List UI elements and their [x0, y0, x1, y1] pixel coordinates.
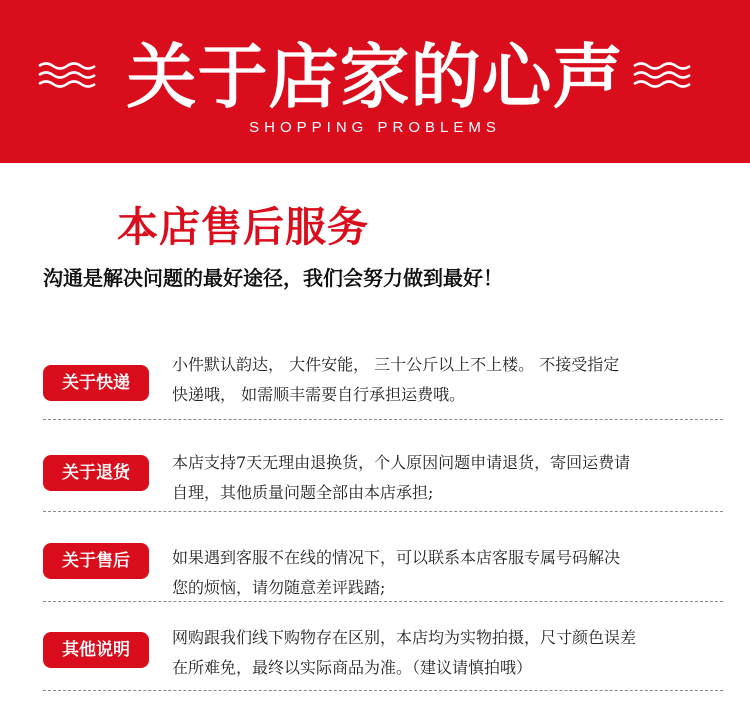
description-line: 网购跟我们线下购物存在区别，本店均为实物拍摄，尺寸颜色误差: [172, 628, 637, 647]
tag-returns: 关于退货: [43, 455, 149, 491]
banner-subtitle: SHOPPING PROBLEMS: [249, 119, 501, 136]
section-slogan: 沟通是解决问题的最好途径，我们会努力做到最好！: [43, 266, 503, 290]
item-description: [172, 543, 717, 603]
description-line: 如果遇到客服不在线的情况下，可以联系本店客服专属号码解决: [172, 548, 621, 567]
description-line: 本店支持7天无理由退换货，个人原因问题申请退货，寄回运费请: [172, 453, 631, 472]
tag-after-sales: 关于售后: [43, 543, 149, 579]
section-title: 本店售后服务: [117, 203, 369, 251]
item-description: [172, 350, 717, 410]
tag-shipping: 关于快递: [43, 365, 149, 401]
divider: [43, 690, 723, 691]
description-line: 您的烦恼，请勿随意差评践踏;: [172, 578, 386, 597]
tag-other-notes: 其他说明: [43, 632, 149, 668]
item-description: [172, 448, 717, 508]
description-line: 快递哦， 如需顺丰需要自行承担运费哦。: [172, 385, 466, 404]
divider: [43, 419, 723, 420]
header-banner: [0, 0, 750, 163]
description-line: 在所难免，最终以实际商品为准。（建议请慎拍哦）: [172, 658, 533, 677]
divider: [43, 511, 723, 512]
description-line: 自理，其他质量问题全部由本店承担;: [172, 483, 434, 502]
divider: [43, 601, 723, 602]
description-line: 小件默认韵达， 大件安能， 三十公斤以上不上楼。 不接受指定: [172, 355, 620, 374]
item-description: [172, 623, 717, 683]
banner-title: 关于店家的心声: [126, 36, 624, 118]
wave-decoration-icon: [632, 60, 694, 90]
